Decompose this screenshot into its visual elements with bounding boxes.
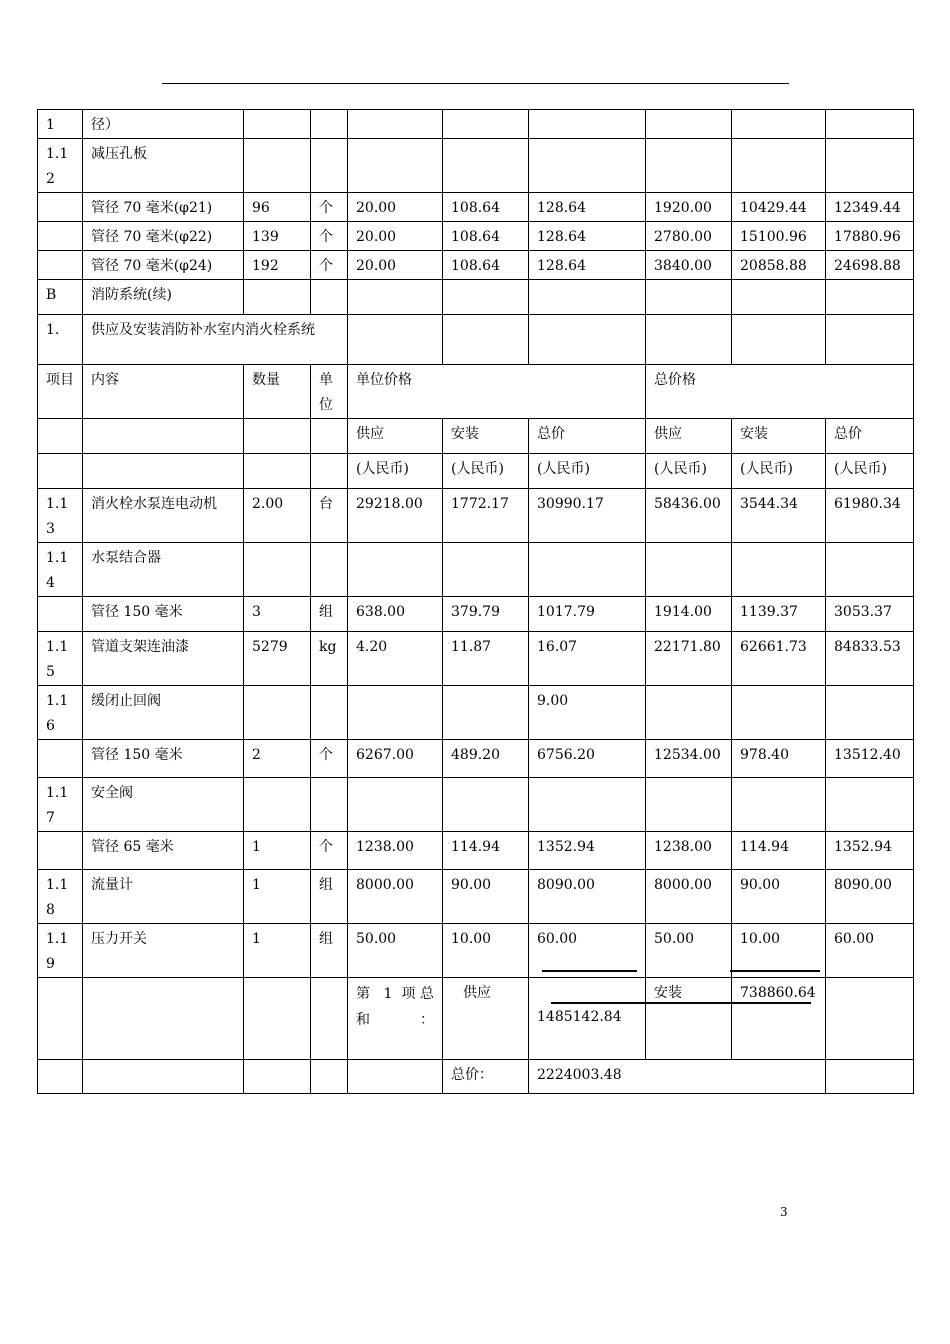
table-cell xyxy=(826,978,914,1060)
total-supply-price xyxy=(646,139,732,193)
unit-supply-price xyxy=(348,110,443,139)
table-row xyxy=(38,280,914,315)
total-install-price: 114.94 xyxy=(732,832,826,870)
unit: 个 xyxy=(311,251,348,280)
unit xyxy=(311,454,348,489)
description: 管径 150 毫米 xyxy=(83,740,244,778)
table-row xyxy=(38,110,914,139)
unit xyxy=(311,280,348,315)
quantity xyxy=(244,686,311,740)
item-number: 1.18 xyxy=(38,870,83,924)
total-supply-price: 3840.00 xyxy=(646,251,732,280)
summary-label-text: 第 1 项总和： xyxy=(356,986,434,1028)
table-cell xyxy=(311,1060,348,1094)
unit-supply-price: 4.20 xyxy=(348,632,443,686)
unit-total-price: 总价 xyxy=(529,419,646,454)
item-number xyxy=(38,419,83,454)
quantity xyxy=(244,454,311,489)
item-number: 1.17 xyxy=(38,778,83,832)
description: 减压孔板 xyxy=(83,139,244,193)
overstrike-line xyxy=(730,970,820,972)
summary-supply-label: 供应 xyxy=(443,978,529,1060)
unit: 组 xyxy=(311,924,348,978)
unit-install-price xyxy=(443,778,529,832)
table-row xyxy=(38,597,914,632)
total-price xyxy=(826,110,914,139)
total-supply-price: 58436.00 xyxy=(646,489,732,543)
total-install-price xyxy=(732,778,826,832)
unit-supply-price xyxy=(348,778,443,832)
unit-install-price: 11.87 xyxy=(443,632,529,686)
unit-total-price: 6756.20 xyxy=(529,740,646,778)
item-number: 1 xyxy=(38,110,83,139)
description xyxy=(83,454,244,489)
total-price: 13512.40 xyxy=(826,740,914,778)
total-supply-price: 供应 xyxy=(646,419,732,454)
unit-install-price xyxy=(443,686,529,740)
unit-install-price: 489.20 xyxy=(443,740,529,778)
unit-install-price: 1772.17 xyxy=(443,489,529,543)
unit: kg xyxy=(311,632,348,686)
unit-supply-price: 6267.00 xyxy=(348,740,443,778)
header-quantity: 数量 xyxy=(244,365,311,419)
quantity xyxy=(244,419,311,454)
header-rule xyxy=(162,83,789,84)
description: 管径 70 毫米(φ24) xyxy=(83,251,244,280)
description: 管径 150 毫米 xyxy=(83,597,244,632)
bill-of-quantities-table xyxy=(37,109,914,1094)
unit-supply-price xyxy=(348,686,443,740)
total-install-price xyxy=(732,110,826,139)
item-number xyxy=(38,597,83,632)
unit-supply-price: 20.00 xyxy=(348,222,443,251)
table-row xyxy=(38,870,914,924)
unit-total-price: 128.64 xyxy=(529,193,646,222)
description: 缓闭止回阀 xyxy=(83,686,244,740)
quantity: 139 xyxy=(244,222,311,251)
total-supply-price xyxy=(646,110,732,139)
total-supply-price xyxy=(646,778,732,832)
total-price: 84833.53 xyxy=(826,632,914,686)
unit-install-price: 10.00 xyxy=(443,924,529,978)
grand-total-label: 总价： xyxy=(443,1060,529,1094)
quantity: 96 xyxy=(244,193,311,222)
summary-install-value: 738860.64 xyxy=(732,978,826,1060)
table-cell xyxy=(38,978,83,1060)
unit-total-price: 8090.00 xyxy=(529,870,646,924)
total-price xyxy=(826,543,914,597)
item-number: 1.13 xyxy=(38,489,83,543)
description: 管道支架连油漆 xyxy=(83,632,244,686)
quantity: 1 xyxy=(244,924,311,978)
table-row xyxy=(38,193,914,222)
table-row xyxy=(38,778,914,832)
total-install-price: 62661.73 xyxy=(732,632,826,686)
table-row xyxy=(38,832,914,870)
total-price xyxy=(826,686,914,740)
table-cell xyxy=(732,315,826,365)
total-supply-price: 12534.00 xyxy=(646,740,732,778)
quantity xyxy=(244,110,311,139)
description: 管径 65 毫米 xyxy=(83,832,244,870)
table-row xyxy=(38,489,914,543)
unit-install-price: 108.64 xyxy=(443,251,529,280)
header-item: 项目 xyxy=(38,365,83,419)
unit-total-price xyxy=(529,543,646,597)
item-number: 1. xyxy=(38,315,83,365)
quantity xyxy=(244,280,311,315)
unit-total-price: 60.00 xyxy=(529,924,646,978)
grand-total-row xyxy=(38,1060,914,1094)
quantity: 5279 xyxy=(244,632,311,686)
unit-install-price: 379.79 xyxy=(443,597,529,632)
total-supply-price xyxy=(646,543,732,597)
table-cell xyxy=(38,1060,83,1094)
item-number: 1.15 xyxy=(38,632,83,686)
description: 消火栓水泵连电动机 xyxy=(83,489,244,543)
description: 管径 70 毫米(φ22) xyxy=(83,222,244,251)
unit-supply-price xyxy=(348,280,443,315)
unit-install-price: 90.00 xyxy=(443,870,529,924)
underline-rule xyxy=(551,1002,811,1004)
quantity: 1 xyxy=(244,832,311,870)
column-header-row xyxy=(38,365,914,419)
unit-supply-price: 20.00 xyxy=(348,193,443,222)
item-number: 1.12 xyxy=(38,139,83,193)
unit-total-price xyxy=(529,110,646,139)
unit-supply-price: (人民币) xyxy=(348,454,443,489)
item-number xyxy=(38,740,83,778)
unit-supply-price: 1238.00 xyxy=(348,832,443,870)
total-supply-price: 22171.80 xyxy=(646,632,732,686)
total-install-price xyxy=(732,280,826,315)
total-price: 3053.37 xyxy=(826,597,914,632)
total-install-price: 978.40 xyxy=(732,740,826,778)
table-cell xyxy=(311,978,348,1060)
total-install-price: 15100.96 xyxy=(732,222,826,251)
total-install-price xyxy=(732,686,826,740)
unit-supply-price: 供应 xyxy=(348,419,443,454)
total-price: (人民币) xyxy=(826,454,914,489)
unit: 组 xyxy=(311,870,348,924)
item-number: 1.14 xyxy=(38,543,83,597)
table-cell xyxy=(244,978,311,1060)
table-row xyxy=(38,251,914,280)
unit-supply-price: 20.00 xyxy=(348,251,443,280)
header-content: 内容 xyxy=(83,365,244,419)
quantity: 2.00 xyxy=(244,489,311,543)
item-number: B xyxy=(38,280,83,315)
unit-install-price xyxy=(443,280,529,315)
total-price xyxy=(826,139,914,193)
item-number xyxy=(38,251,83,280)
total-supply-price xyxy=(646,686,732,740)
item-number xyxy=(38,832,83,870)
table-row xyxy=(38,543,914,597)
total-supply-price: 1238.00 xyxy=(646,832,732,870)
unit-supply-price xyxy=(348,139,443,193)
unit-supply-price: 50.00 xyxy=(348,924,443,978)
unit xyxy=(311,139,348,193)
total-supply-price: 50.00 xyxy=(646,924,732,978)
description: 消防系统(续) xyxy=(83,280,244,315)
grand-total-value: 2224003.48 xyxy=(529,1060,826,1094)
total-price: 61980.34 xyxy=(826,489,914,543)
total-supply-price: 1920.00 xyxy=(646,193,732,222)
quantity: 192 xyxy=(244,251,311,280)
quantity xyxy=(244,139,311,193)
summary-row xyxy=(38,978,914,1060)
table-row xyxy=(38,222,914,251)
unit-supply-price: 638.00 xyxy=(348,597,443,632)
summary-supply-value: 1485142.84 xyxy=(529,978,646,1060)
description: 流量计 xyxy=(83,870,244,924)
item-number: 1.16 xyxy=(38,686,83,740)
unit-total-price xyxy=(529,139,646,193)
unit-total-price: 16.07 xyxy=(529,632,646,686)
unit: 个 xyxy=(311,222,348,251)
total-supply-price: 1914.00 xyxy=(646,597,732,632)
table-row xyxy=(38,740,914,778)
page-number: 3 xyxy=(780,1205,788,1219)
total-install-price: 1139.37 xyxy=(732,597,826,632)
unit-total-price: 1352.94 xyxy=(529,832,646,870)
unit-install-price: 安装 xyxy=(443,419,529,454)
item-number xyxy=(38,454,83,489)
total-price: 60.00 xyxy=(826,924,914,978)
quantity xyxy=(244,778,311,832)
unit-install-price xyxy=(443,139,529,193)
total-install-price: (人民币) xyxy=(732,454,826,489)
unit-supply-price xyxy=(348,543,443,597)
summary-label xyxy=(348,978,443,1060)
quantity: 2 xyxy=(244,740,311,778)
table-row xyxy=(38,454,914,489)
description: 压力开关 xyxy=(83,924,244,978)
section-heading-row xyxy=(38,315,914,365)
item-number: 1.19 xyxy=(38,924,83,978)
table-cell xyxy=(348,315,443,365)
description xyxy=(83,419,244,454)
unit-install-price xyxy=(443,543,529,597)
total-install-price: 3544.34 xyxy=(732,489,826,543)
unit-install-price: 108.64 xyxy=(443,222,529,251)
unit-total-price: 1017.79 xyxy=(529,597,646,632)
unit-supply-price: 8000.00 xyxy=(348,870,443,924)
unit xyxy=(311,686,348,740)
total-install-price xyxy=(732,139,826,193)
unit: 个 xyxy=(311,740,348,778)
unit: 组 xyxy=(311,597,348,632)
unit-install-price: (人民币) xyxy=(443,454,529,489)
table-cell xyxy=(529,315,646,365)
description: 水泵结合器 xyxy=(83,543,244,597)
header-unit-price-group: 单位价格 xyxy=(348,365,646,419)
table-cell xyxy=(826,315,914,365)
total-supply-price: (人民币) xyxy=(646,454,732,489)
table-cell xyxy=(83,978,244,1060)
table-row xyxy=(38,419,914,454)
quantity: 3 xyxy=(244,597,311,632)
total-price: 17880.96 xyxy=(826,222,914,251)
unit-total-price: (人民币) xyxy=(529,454,646,489)
item-number xyxy=(38,193,83,222)
description: 径） xyxy=(83,110,244,139)
total-price: 8090.00 xyxy=(826,870,914,924)
unit-total-price: 128.64 xyxy=(529,251,646,280)
unit-total-price: 128.64 xyxy=(529,222,646,251)
unit xyxy=(311,543,348,597)
description: 管径 70 毫米(φ21) xyxy=(83,193,244,222)
table-cell xyxy=(348,1060,443,1094)
total-install-price: 20858.88 xyxy=(732,251,826,280)
unit: 个 xyxy=(311,832,348,870)
total-price: 总价 xyxy=(826,419,914,454)
total-install-price: 10.00 xyxy=(732,924,826,978)
unit-supply-price: 29218.00 xyxy=(348,489,443,543)
table-cell xyxy=(443,315,529,365)
total-supply-price: 2780.00 xyxy=(646,222,732,251)
table-row xyxy=(38,632,914,686)
unit xyxy=(311,110,348,139)
unit xyxy=(311,419,348,454)
unit-total-price xyxy=(529,280,646,315)
unit-install-price xyxy=(443,110,529,139)
total-price xyxy=(826,778,914,832)
summary-install-label: 安装 xyxy=(646,978,732,1060)
quantity xyxy=(244,543,311,597)
unit-total-price: 9.00 xyxy=(529,686,646,740)
table-cell xyxy=(646,315,732,365)
total-supply-price: 8000.00 xyxy=(646,870,732,924)
table-cell xyxy=(83,1060,244,1094)
total-price xyxy=(826,280,914,315)
item-number xyxy=(38,222,83,251)
header-unit: 单位 xyxy=(311,365,348,419)
table-row xyxy=(38,139,914,193)
unit-total-price: 30990.17 xyxy=(529,489,646,543)
table-cell xyxy=(826,1060,914,1094)
total-price: 24698.88 xyxy=(826,251,914,280)
section-title: 供应及安装消防补水室内消火栓系统 xyxy=(83,315,348,365)
quantity: 1 xyxy=(244,870,311,924)
total-install-price xyxy=(732,543,826,597)
unit: 个 xyxy=(311,193,348,222)
table-cell xyxy=(244,1060,311,1094)
unit-install-price: 114.94 xyxy=(443,832,529,870)
total-price: 12349.44 xyxy=(826,193,914,222)
total-install-price: 90.00 xyxy=(732,870,826,924)
header-total-price-group: 总价格 xyxy=(646,365,914,419)
unit xyxy=(311,778,348,832)
unit-install-price: 108.64 xyxy=(443,193,529,222)
unit-total-price xyxy=(529,778,646,832)
total-install-price: 10429.44 xyxy=(732,193,826,222)
description: 安全阀 xyxy=(83,778,244,832)
table-row xyxy=(38,686,914,740)
unit: 台 xyxy=(311,489,348,543)
total-price: 1352.94 xyxy=(826,832,914,870)
total-supply-price xyxy=(646,280,732,315)
total-install-price: 安装 xyxy=(732,419,826,454)
overstrike-line xyxy=(542,970,637,972)
